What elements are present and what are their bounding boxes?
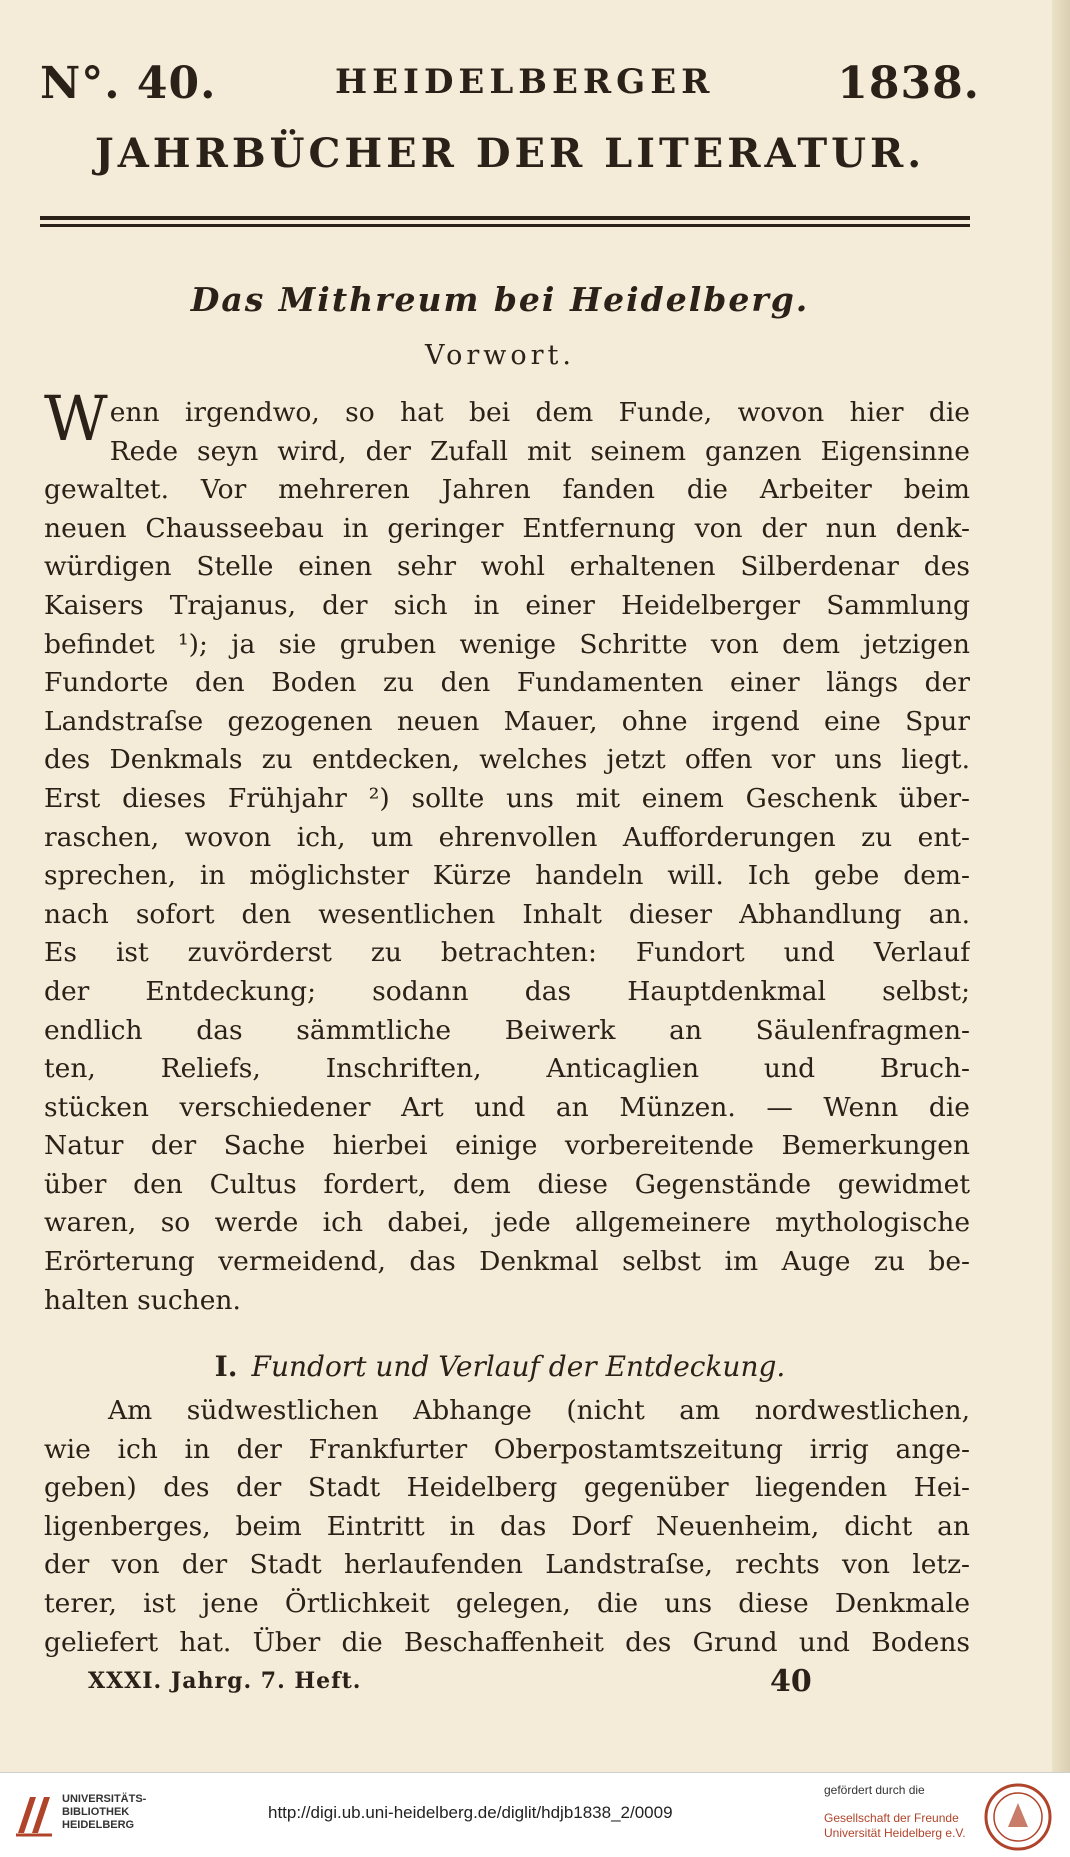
header-rule — [40, 216, 970, 220]
library-name-line: HEIDELBERG — [62, 1819, 135, 1831]
text-line: des Denkmals zu entdecken, welches jetzt offen vor uns liegt. — [44, 744, 970, 776]
text-line: ten, Reliefs, Inschriften, Anticaglien und Bruch- — [44, 1053, 970, 1085]
text-line: neuen Chausseebau in geringer Entfernung von der nun denk- — [44, 512, 970, 544]
text-line: Kaisers Trajanus, der sich in einer Heidelberger Sammlung — [44, 589, 970, 621]
text-line: Fundorte den Boden zu den Fundamenten einer längs der — [44, 667, 970, 699]
text-line: enn irgendwo, so hat bei dem Funde, wovon hier die — [109, 397, 970, 428]
preface-heading: Vorwort. — [425, 340, 575, 371]
article-title: Das Mithreum bei Heidelberg. — [190, 280, 810, 319]
text-line: terer, ist jene Örtlichkeit gelegen, die uns diese Denkmale — [44, 1587, 970, 1619]
university-seal-icon[interactable] — [984, 1783, 1052, 1851]
text-line: Erst dieses Frühjahr ²) sollte uns mit einem Geschenk über- — [44, 782, 970, 814]
text-line: sprechen, in möglichster Kürze handeln will. Ich gebe dem- — [44, 860, 970, 892]
masthead — [40, 58, 980, 114]
text-line: halten suchen. — [44, 1284, 241, 1316]
library-name-line: UNIVERSITÄTS- — [62, 1793, 147, 1805]
text-line: nach sofort den wesentlichen Inhalt dieser Abhandlung an. — [44, 898, 970, 930]
text-line: geliefert hat. Über die Beschaffenheit des Grund und Bodens — [44, 1626, 970, 1658]
preface-text — [44, 382, 970, 1320]
sponsor-name-line: Universität Heidelberg e.V. — [824, 1826, 966, 1840]
library-name[interactable] — [62, 1793, 146, 1832]
drop-cap: W — [44, 382, 108, 455]
text-line: endlich das sämmtliche Beiwerk an Säulenfragmen- — [44, 1014, 970, 1046]
text-line: geben) des der Stadt Heidelberg gegenüber liegenden Hei- — [44, 1472, 970, 1504]
issue-number: N°. 40. — [40, 58, 217, 109]
text-line: der von der Stadt herlaufenden Landstraſse, rechts von letz- — [44, 1549, 970, 1581]
library-name-line: BIBLIOTHEK — [62, 1806, 130, 1818]
text-line: der Entdeckung; sodann das Hauptdenkmal selbst; — [44, 975, 970, 1007]
text-line: Erörterung vermeidend, das Denkmal selbst im Auge zu be- — [44, 1246, 970, 1278]
page-number: 40 — [770, 1664, 812, 1699]
text-line: Rede seyn wird, der Zufall mit seinem ganzen Eigensinne — [109, 435, 970, 467]
text-line: befindet ¹); ja sie gruben wenige Schritte von dem jetzigen — [44, 628, 970, 660]
library-logo-icon[interactable] — [12, 1791, 56, 1839]
text-line: ligenberges, beim Eintritt in das Dorf Neuenheim, dicht an — [44, 1510, 970, 1542]
section-title: Fundort und Verlauf der Entdeckung. — [251, 1350, 786, 1383]
text-line: würdigen Stelle einen sehr wohl erhaltenen Silberdenar des — [44, 551, 970, 583]
text-line: stücken verschiedener Art und an Münzen. — Wenn die — [44, 1091, 970, 1123]
sponsor-name-line: Gesellschaft der Freunde — [824, 1811, 959, 1825]
text-line: Natur der Sache hierbei einige vorbereitende Bemerkungen — [44, 1130, 970, 1162]
section-text — [44, 1392, 970, 1662]
journal-title: JAHRBÜCHER DER LITERATUR. — [94, 130, 926, 177]
section-heading — [0, 1350, 1000, 1383]
journal-name: HEIDELBERGER — [335, 62, 715, 102]
section-number: I. — [214, 1350, 238, 1383]
text-line: Landstraſse gezogenen neuen Mauer, ohne irgend eine Spur — [44, 705, 970, 737]
issue-year: 1838. — [837, 58, 980, 109]
text-line: gewaltet. Vor mehreren Jahren fanden die Arbeiter beim — [44, 474, 970, 506]
text-line: Es ist zuvörderst zu betrachten: Fundort und Verlauf — [44, 937, 970, 969]
text-line: raschen, wovon ich, um ehrenvollen Aufforderungen zu ent- — [44, 821, 970, 853]
text-line: wie ich in der Frankfurter Oberpostamtszeitung irrig ange- — [44, 1433, 970, 1465]
sponsor-label: gefördert durch die — [824, 1783, 925, 1797]
sponsor-name[interactable] — [824, 1811, 966, 1841]
text-line: über den Cultus fordert, dem diese Gegenstände gewidmet — [44, 1168, 970, 1200]
text-line: waren, so werde ich dabei, jede allgemeinere mythologische — [44, 1207, 970, 1239]
text-line: Am südwestlichen Abhange (nicht am nordwestlichen, — [108, 1395, 970, 1426]
viewer-footer-bar — [0, 1772, 1070, 1857]
header-rule-thin — [40, 224, 970, 227]
permalink-url[interactable]: http://digi.ub.uni-heidelberg.de/diglit/hdjb1838_2/0009 — [268, 1803, 673, 1822]
printer-signature: XXXI. Jahrg. 7. Heft. — [88, 1668, 362, 1694]
